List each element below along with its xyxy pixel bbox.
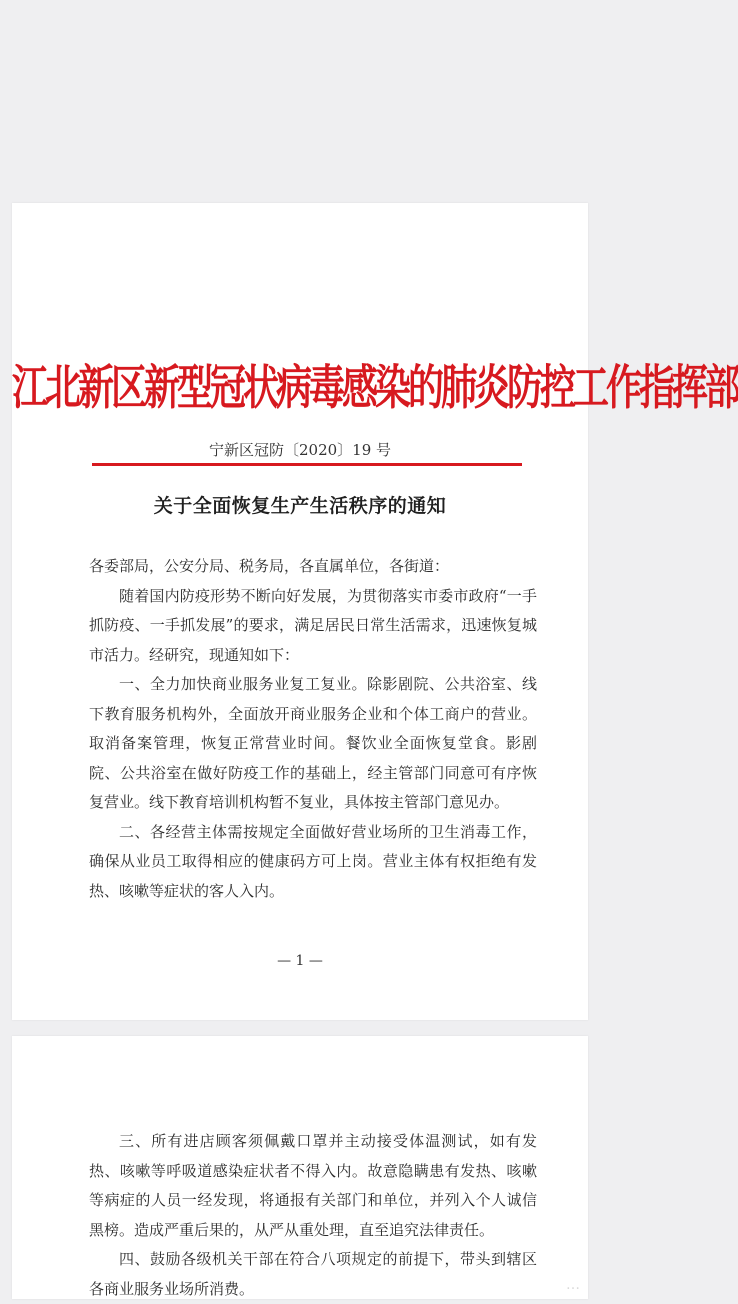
paragraph: 一、全力加快商业服务业复工复业。除影剧院、公共浴室、线下教育服务机构外，全面放开商业服务企业和个体工商户的营业。取消备案管理，恢复正常营业时间。餐饮业全面恢复堂食。影剧院、公共浴室在做好防疫工作的基础上，经主管部门同意可有序恢复营业。线下教育培训机构暂不复业，具体按主管部门意见办。 xyxy=(89,675,537,811)
paragraph: 二、各经营主体需按规定全面做好营业场所的卫生消毒工作，确保从业员工取得相应的健康码方可上岗。营业主体有权拒绝有发热、咳嗽等症状的客人入内。 xyxy=(89,822,537,900)
page-number: — 1 — xyxy=(277,953,323,969)
document-page-2 xyxy=(12,1036,588,1299)
document-body xyxy=(89,552,537,906)
salutation: 各委部局，公安分局、税务局，各直属单位，各街道： xyxy=(89,557,450,575)
paragraph: 三、所有进店顾客须佩戴口罩并主动接受体温测试，如有发热、咳嗽等呼吸道感染症状者不得入内。故意隐瞒患有发热、咳嗽等病症的人员一经发现，将通报有关部门和单位，并列入个人诚信黑榜。造成严重后果的，从严从重处理，直至追究法律责任。 xyxy=(89,1132,537,1239)
paragraph: 随着国内防疫形势不断向好发展，为贯彻落实市委市政府“一手抓防疫、一手抓发展”的要求，满足居民日常生活需求，迅速恢复城市活力。经研究，现通知如下： xyxy=(89,586,537,664)
red-divider-line xyxy=(92,463,522,466)
issuing-authority-header: 江北新区新型冠状病毒感染的肺炎防控工作指挥部 xyxy=(12,360,738,416)
document-title: 关于全面恢复生产生活秩序的通知 xyxy=(153,495,447,517)
document-page-1 xyxy=(12,203,738,1020)
watermark: … xyxy=(566,1277,580,1293)
paragraph: 四、鼓励各级机关干部在符合八项规定的前提下，带头到辖区各商业服务业场所消费。 xyxy=(89,1250,537,1298)
document-number: 宁新区冠防〔2020〕19 号 xyxy=(208,441,392,459)
document-body xyxy=(89,1127,537,1304)
